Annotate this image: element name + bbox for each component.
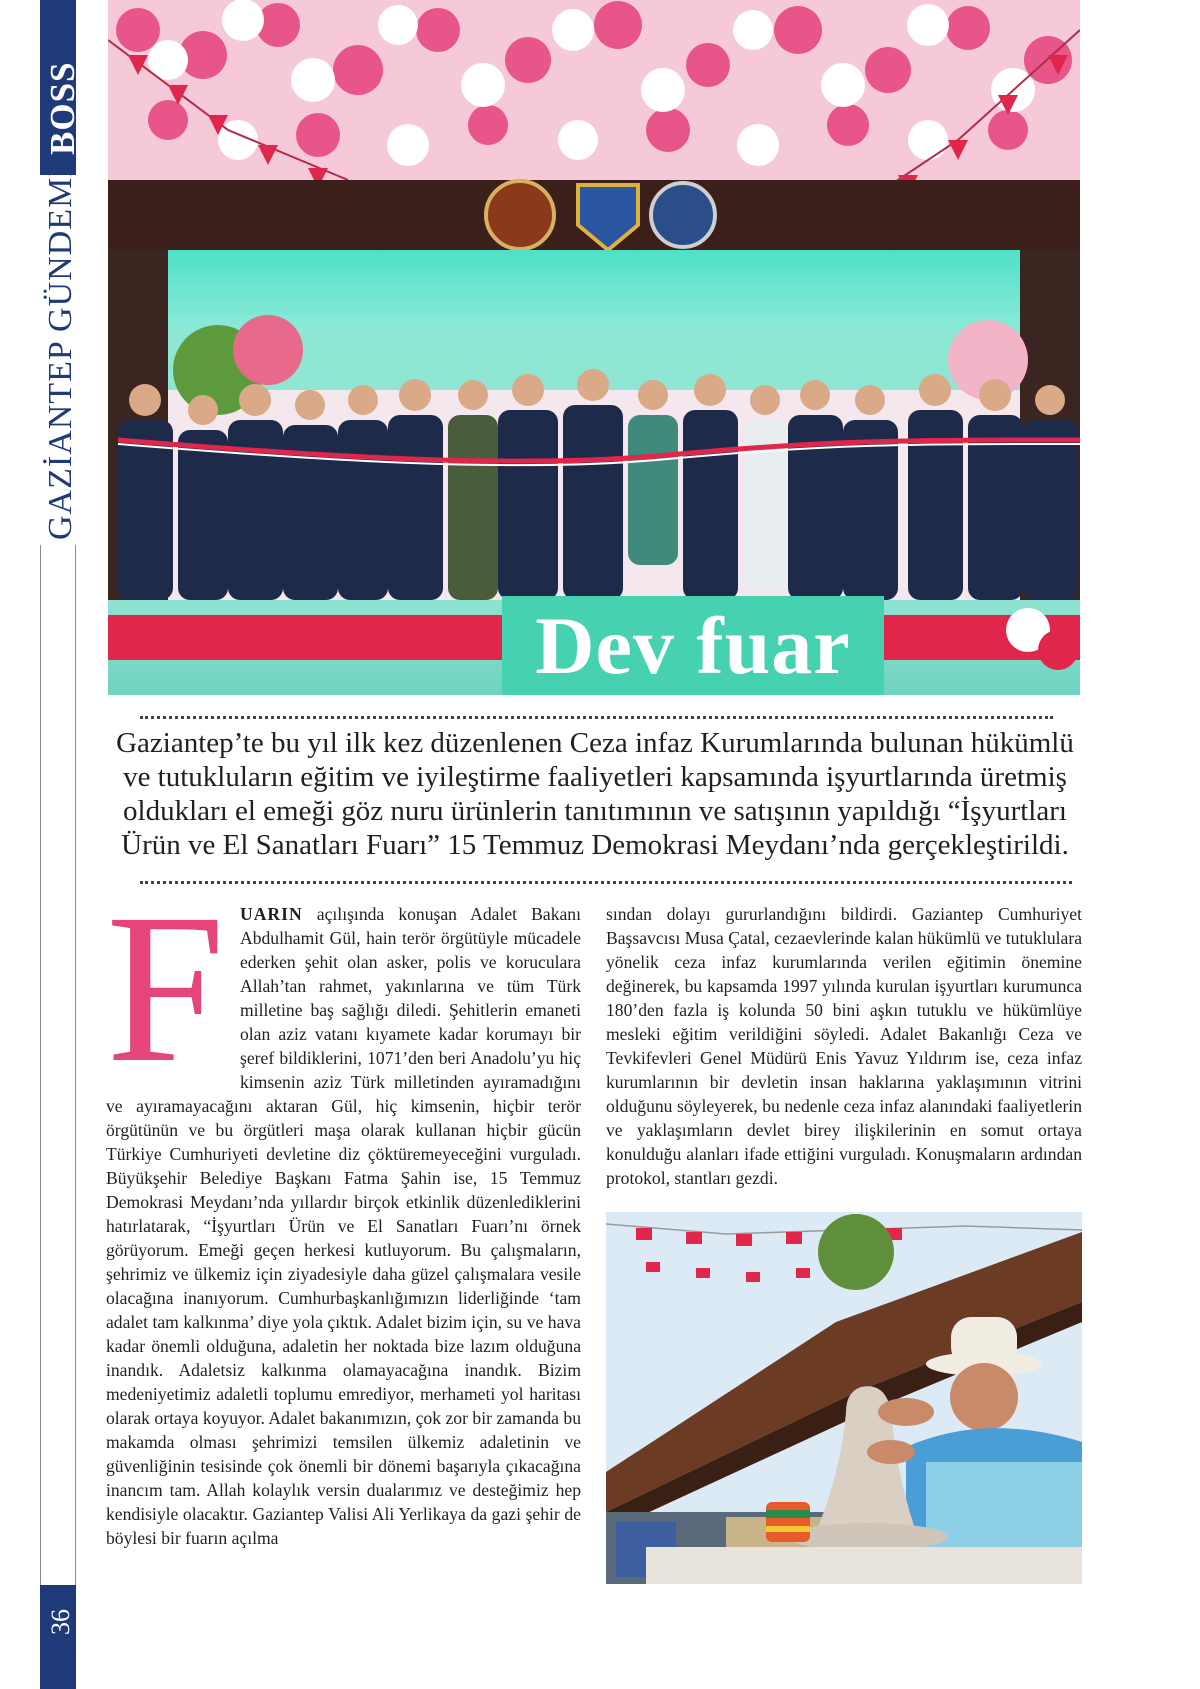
lead-bottom-rule (140, 881, 1072, 884)
balloon-ceiling (108, 0, 1080, 200)
painted-bowl (766, 1502, 810, 1542)
hero-photo (108, 0, 1080, 695)
magazine-brand: BOSS (43, 61, 82, 155)
left-column-text: açılışında konuşan Adalet Bakanı Abdulhamit Gül, hain terör örgütüyle mücadele ederken şehit olan asker, polis ve koruculara Allah’tan rahmet, yakınlarına ve tüm Türk milletine baş sağlığı diledi. Şehitlerin emaneti olan aziz vatanı kıyamete kadar korumayı bir şeref bildiklerini, 1071’den beri Anadolu’yu hiç kimsenin aziz Türk milletinden ayıramadığını ve ayıramayacağını aktaran Gül, hiç kimsenin, hiçbir terör örgütünün ve bu örgütleri maşa olarak kullanan hiçbir gücün Türkiye Cumhuriyeti devletine diz çöktüremeyeceğini vurguladı. Büyükşehir Belediye Başkanı Fatma Şahin ise, 15 Temmuz Demokrasi Meydanı’nda yıllardır birçok etkinlik düzenlediklerini hatırlatarak, “İşyurtları Ürün ve El Sanatları Fuarı’nı örnek görüyorum. Emeği geçen herkesi kutluyorum. Bu çalışmaların, şehrimiz ve ülkemiz için ziyadesiyle daha güzel çalışmalara vesile olacağına inanıyorum. Cumhurbaşkanlığımızın liderliğinde ‘tam adalet tam kalkınma’ diye yola çıktık. Adalet bizim için, su ve hava kadar önemli olduğuna, adaletin her noktada bize lazım olduğuna inandık. Adaletsiz kalkınma olamayacağına inandık. Bizim medeniyetimiz adaletli toplumu emrediyor, merhameti yol haritası olarak ortaya koyuyor. Adalet bakanımızın, çok zor bir zamanda bu makamda olması şehrimizi temsilen ülkemiz adaletinin ve güvenliğinin tesisinde çok önemli bir dönemi başarıyla çıkacağına inancım tam. Allah kolaylık versin dualarımız ve desteğimiz hep kendisiyle olacaktır. Gaziantep Valisi Ali Yerlikaya da gazi şehir de böylesi bir fuarın açılma (106, 904, 581, 1548)
potter-photo (606, 1212, 1082, 1584)
side-band-bottom (40, 1585, 76, 1689)
dropcap: F (106, 904, 226, 1080)
right-column-text: sından dolayı gururlandığını bildirdi. Gaziantep Cumhuriyet Başsavcısı Musa Çatal, cezaevlerinde kalan hükümlü ve tutuklulara yönelik ceza infaz kurumlarında verilen eğitimin önemine değinerek, bu kapsamda 1997 yılında kurulan işyurtları kurumunca 180’den fazla iş kolunda 50 bini aşkın tutuklu ve hükümlüye mesleki eğitim verildiğini söyledi. Adalet Bakanlığı Ceza ve Tevkifevleri Genel Müdürü Enis Yavuz Yıldırım ise, ceza infaz kurumlarının bir devletin insan haklarına yaklaşımının vitrini olduğunu söyleyerek, bu nedenle ceza infaz alanındaki faaliyetlerin ve yaklaşımların devlet birey ilişkilerinin en somut ortaya konulduğu alanları ifade ettiğini vurguladı. Konuşmaların ardından protokol, stantları gezdi. (606, 904, 1082, 1188)
article-lead: Gaziantep’te bu yıl ilk kez düzenlenen Ceza infaz Kurumlarında bulunan hükümlü ve tutukluların eğitim ve iyileştirme faaliyetleri kapsamında işyurtlarında üretmiş oldukları el emeği göz nuru ürünlerin tanıtımının ve satışının yapıldığı “İşyurtları Ürün ve El Sanatları Fuarı” 15 Temmuz Demokrasi Meydanı’nda gerçekleştirildi. (116, 727, 1074, 861)
lead-in: UARIN (240, 904, 303, 924)
article-column-left (106, 902, 581, 1550)
lead-top-rule (140, 716, 1053, 719)
article-column-right (606, 902, 1082, 1190)
hero-photo-illustration (108, 0, 1080, 695)
emblem-right-icon (651, 183, 715, 247)
side-band-rule (40, 545, 76, 1585)
emblem-left-icon (486, 181, 554, 249)
side-band (40, 0, 82, 1689)
article-title: Dev fuar (502, 596, 884, 695)
page-number: 36 (46, 1609, 75, 1635)
potter-face (950, 1363, 1018, 1431)
potter-photo-illustration (606, 1212, 1082, 1584)
section-title: GAZİANTEP GÜNDEMİ (42, 164, 79, 540)
